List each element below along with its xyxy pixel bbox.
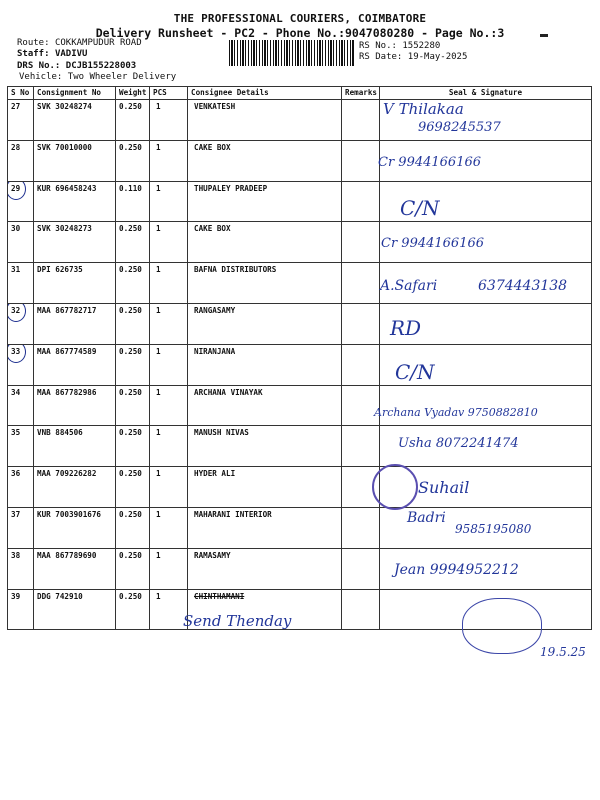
- consignment-cell: [34, 344, 116, 385]
- sno-cell: [8, 100, 34, 141]
- table-row: [8, 222, 592, 263]
- consignee-text: MAHARANI INTERIOR: [194, 509, 272, 519]
- remarks-cell: [342, 548, 380, 589]
- weight-text: 0.250: [119, 305, 142, 315]
- table-row: [8, 181, 592, 222]
- company-title: THE PROFESSIONAL COURIERS, COIMBATORE: [173, 12, 427, 25]
- consignment-cell: [34, 426, 116, 467]
- drs-label: DRS No.:: [17, 61, 61, 71]
- sno-cell: [8, 426, 34, 467]
- sno-cell: [8, 467, 34, 508]
- remarks-cell: [342, 140, 380, 181]
- drs-value: DCJB155228003: [65, 61, 137, 71]
- signature-27-phone: 9698245537: [418, 120, 501, 135]
- rs-date-label: RS Date:: [359, 52, 403, 62]
- rs-date-value: 19-May-2025: [407, 52, 468, 62]
- pcs-cell: [150, 140, 188, 181]
- weight-text: 0.110: [119, 183, 142, 193]
- consignee-cell: [188, 548, 342, 589]
- consignee-text: RANGASAMY: [194, 305, 236, 315]
- col-remarks: Remarks: [342, 87, 380, 100]
- sno-text: 28: [11, 142, 21, 152]
- sno-text: 35: [11, 428, 21, 438]
- consignee-text: BAFNA DISTRIBUTORS: [194, 265, 277, 275]
- pcs-cell: [150, 100, 188, 141]
- pcs-cell: [150, 181, 188, 222]
- consignment-cell: [34, 385, 116, 426]
- weight-cell: [116, 507, 150, 548]
- pcs-text: 1: [156, 224, 161, 234]
- weight-text: 0.250: [119, 346, 142, 356]
- consignee-cell: [188, 467, 342, 508]
- remarks-cell: [342, 263, 380, 304]
- consignment-cell: [34, 548, 116, 589]
- pcs-cell: [150, 548, 188, 589]
- pcs-text: 1: [156, 387, 161, 397]
- runsheet-table: [7, 86, 592, 630]
- signature-29: C/N: [400, 196, 440, 220]
- sno-text: 34: [11, 387, 21, 397]
- pcs-cell: [150, 467, 188, 508]
- weight-text: 0.250: [119, 387, 142, 397]
- consignment-text: VNB 884506: [37, 428, 83, 438]
- consignment-cell: [34, 100, 116, 141]
- consignment-text: MAA 867774589: [37, 346, 97, 356]
- signature-34: Archana Vyadav 9750882810: [374, 406, 538, 419]
- col-consignment: Consignment No: [34, 87, 116, 100]
- consignment-text: KUR 696458243: [37, 183, 97, 193]
- col-pcs: PCS: [150, 87, 188, 100]
- staff-value: VADIVU: [54, 49, 88, 59]
- circle-mark: [8, 303, 27, 322]
- consignment-text: MAA 709226282: [37, 469, 97, 479]
- sno-cell: [8, 303, 34, 344]
- sno-cell: [8, 344, 34, 385]
- rs-no-line: [359, 41, 440, 51]
- weight-text: 0.250: [119, 142, 142, 152]
- rs-no-label: RS No.:: [359, 41, 397, 51]
- consignment-text: SVK 70010000: [37, 142, 92, 152]
- signature-27-name: V Thilakaa: [383, 100, 464, 118]
- signature-36: Suhail: [418, 478, 470, 497]
- consignment-cell: [34, 181, 116, 222]
- pcs-text: 1: [156, 265, 161, 275]
- staff-label: Staff:: [17, 49, 50, 59]
- sno-text: 31: [11, 265, 21, 275]
- pcs-text: 1: [156, 509, 161, 519]
- pcs-cell: [150, 263, 188, 304]
- weight-text: 0.250: [119, 428, 142, 438]
- consignment-text: DDG 742910: [37, 591, 83, 601]
- weight-cell: [116, 467, 150, 508]
- route-label: Route:: [17, 38, 50, 48]
- weight-cell: [116, 263, 150, 304]
- vehicle-line: [19, 72, 176, 82]
- consignee-text: THUPALEY PRADEEP: [194, 183, 268, 193]
- consignment-cell: [34, 222, 116, 263]
- consignment-cell: [34, 589, 116, 630]
- vehicle-label: Vehicle:: [19, 72, 63, 82]
- signature-35: Usha 8072241474: [398, 436, 519, 451]
- rs-date-line: [359, 52, 467, 62]
- consignment-text: MAA 867782717: [37, 305, 97, 315]
- table-body: [8, 100, 592, 630]
- sno-text: 33: [11, 346, 21, 356]
- weight-text: 0.250: [119, 509, 142, 519]
- remarks-cell: [342, 303, 380, 344]
- barcode: [229, 40, 355, 66]
- consignment-cell: [34, 140, 116, 181]
- weight-text: 0.250: [119, 469, 142, 479]
- weight-cell: [116, 140, 150, 181]
- signature-37-phone: 9585195080: [455, 522, 532, 536]
- consignment-cell: [34, 507, 116, 548]
- remarks-cell: [342, 222, 380, 263]
- consignee-cell: [188, 507, 342, 548]
- pcs-cell: [150, 507, 188, 548]
- pcs-cell: [150, 385, 188, 426]
- consignment-text: MAA 867789690: [37, 550, 97, 560]
- pcs-text: 1: [156, 591, 161, 601]
- sno-text: 30: [11, 224, 21, 234]
- vehicle-value: Two Wheeler Delivery: [67, 72, 177, 82]
- sno-cell: [8, 507, 34, 548]
- pcs-text: 1: [156, 469, 161, 479]
- weight-text: 0.250: [119, 591, 142, 601]
- pcs-text: 1: [156, 428, 161, 438]
- corner-mark: [540, 34, 548, 37]
- remarks-cell: [342, 181, 380, 222]
- consignee-text: CHINTHAMANI: [194, 591, 245, 601]
- consignee-text: CAKE BOX: [194, 142, 231, 152]
- consignment-cell: [34, 263, 116, 304]
- consignee-text: CAKE BOX: [194, 224, 231, 234]
- seal-stamp-36: [372, 464, 418, 510]
- sno-cell: [8, 548, 34, 589]
- consignee-cell: [188, 426, 342, 467]
- consignment-text: SVK 30248274: [37, 102, 92, 111]
- sno-cell: [8, 181, 34, 222]
- consignee-text: ARCHANA VINAYAK: [194, 387, 263, 397]
- staff-line: [17, 49, 87, 59]
- remarks-cell: [342, 589, 380, 630]
- seal-stamp-39: [462, 598, 542, 654]
- pcs-cell: [150, 589, 188, 630]
- signature-33: C/N: [395, 360, 435, 384]
- pcs-cell: [150, 222, 188, 263]
- runsheet-title: Delivery Runsheet - PC2 - Phone No.:9047080280 - Page No.:3: [95, 26, 505, 40]
- consignee-text: VENKATESH: [194, 102, 236, 111]
- weight-cell: [116, 100, 150, 141]
- pcs-cell: [150, 426, 188, 467]
- table-row: [8, 467, 592, 508]
- consignee-cell: [188, 181, 342, 222]
- signature-39: Send Thenday: [183, 612, 292, 630]
- consignee-cell: [188, 385, 342, 426]
- remarks-cell: [342, 344, 380, 385]
- signature-31-name: A.Safari: [380, 278, 438, 294]
- pcs-text: 1: [156, 102, 161, 111]
- remarks-cell: [342, 100, 380, 141]
- consignee-cell: [188, 140, 342, 181]
- col-sno: S No: [8, 87, 34, 100]
- signature-28: Cr 9944166166: [378, 155, 482, 170]
- consignment-text: MAA 867782986: [37, 387, 97, 397]
- circle-mark: [8, 181, 27, 200]
- weight-cell: [116, 303, 150, 344]
- sno-cell: [8, 385, 34, 426]
- stamp-date: 19.5.25: [540, 645, 586, 659]
- sno-text: 38: [11, 550, 21, 560]
- sno-text: 36: [11, 469, 21, 479]
- consignment-text: KUR 7003901676: [37, 509, 102, 519]
- sno-text: 32: [11, 305, 21, 315]
- pcs-cell: [150, 344, 188, 385]
- weight-text: 0.250: [119, 265, 142, 275]
- remarks-cell: [342, 507, 380, 548]
- col-consignee: Consignee Details: [188, 87, 342, 100]
- consignee-cell: [188, 263, 342, 304]
- weight-cell: [116, 344, 150, 385]
- consignee-text: RAMASAMY: [194, 550, 231, 560]
- table-row: [8, 303, 592, 344]
- signature-31-phone: 6374443138: [478, 278, 568, 294]
- pcs-cell: [150, 303, 188, 344]
- weight-cell: [116, 548, 150, 589]
- sno-text: 37: [11, 509, 21, 519]
- col-weight: Weight: [116, 87, 150, 100]
- sno-text: 27: [11, 102, 21, 111]
- sno-cell: [8, 589, 34, 630]
- consignment-text: DPI 626735: [37, 265, 83, 275]
- signature-30: Cr 9944166166: [381, 236, 485, 251]
- signature-37-name: Badri: [407, 510, 446, 526]
- circle-mark: [8, 344, 27, 363]
- weight-cell: [116, 589, 150, 630]
- route-line: [17, 38, 142, 48]
- weight-cell: [116, 426, 150, 467]
- pcs-text: 1: [156, 346, 161, 356]
- table-header-row: [8, 87, 592, 100]
- consignment-text: SVK 30248273: [37, 224, 92, 234]
- remarks-cell: [342, 426, 380, 467]
- sno-cell: [8, 140, 34, 181]
- route-value: COKKAMPUDUR ROAD: [54, 38, 142, 48]
- signature-32: RD: [390, 316, 422, 340]
- rs-no-value: 1552280: [402, 41, 441, 51]
- consignee-text: HYDER ALI: [194, 469, 236, 479]
- consignee-cell: [188, 100, 342, 141]
- sno-cell: [8, 222, 34, 263]
- sno-cell: [8, 263, 34, 304]
- pcs-text: 1: [156, 550, 161, 560]
- weight-text: 0.250: [119, 102, 142, 111]
- weight-text: 0.250: [119, 550, 142, 560]
- weight-cell: [116, 385, 150, 426]
- table-row: [8, 100, 592, 141]
- pcs-text: 1: [156, 142, 161, 152]
- consignee-text: MANUSH NIVAS: [194, 428, 249, 438]
- weight-cell: [116, 181, 150, 222]
- sno-text: 39: [11, 591, 21, 601]
- weight-text: 0.250: [119, 224, 142, 234]
- consignment-cell: [34, 303, 116, 344]
- consignment-cell: [34, 467, 116, 508]
- consignee-cell: [188, 344, 342, 385]
- pcs-text: 1: [156, 305, 161, 315]
- col-seal-signature: Seal & Signature: [380, 87, 592, 100]
- consignee-cell: [188, 222, 342, 263]
- table-row: [8, 140, 592, 181]
- pcs-text: 1: [156, 183, 161, 193]
- drs-line: [17, 61, 136, 71]
- consignee-cell: [188, 303, 342, 344]
- weight-cell: [116, 222, 150, 263]
- sno-text: 29: [11, 183, 21, 193]
- signature-38: Jean 9994952212: [394, 562, 519, 578]
- table-row: [8, 344, 592, 385]
- consignee-text: NIRANJANA: [194, 346, 236, 356]
